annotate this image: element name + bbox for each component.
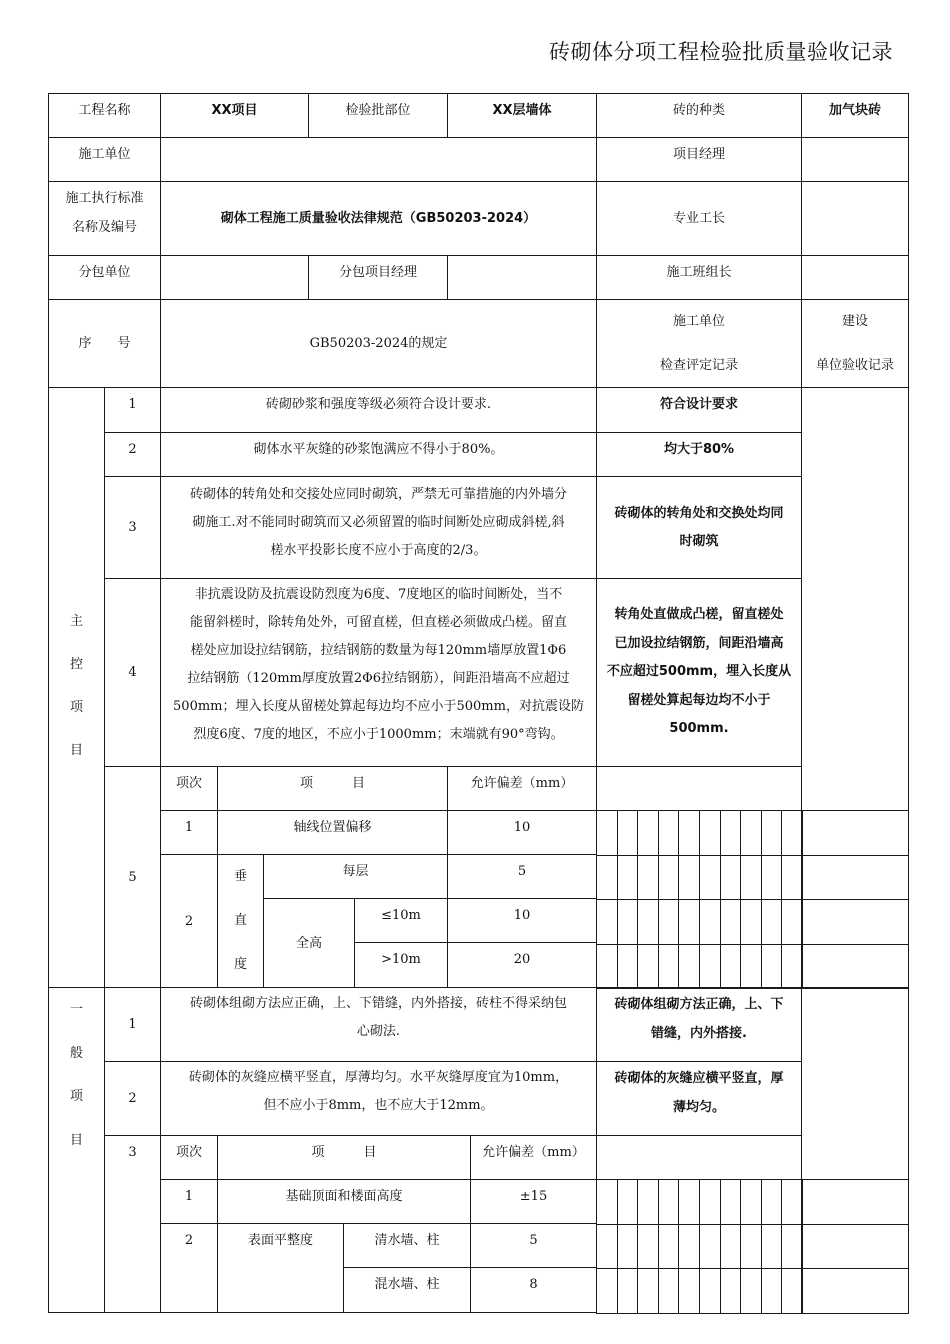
spec-line: 槎水平投影长度不应小于高度的2/3。 [270, 543, 487, 558]
record-line: 砖砌体组砌方法正确，上、下 [614, 997, 784, 1012]
measurement-cell [720, 1179, 742, 1225]
measurement-cell [678, 1224, 700, 1270]
construction-unit-value [160, 137, 597, 182]
measurement-cell [699, 899, 721, 945]
spec-line: 砖砌体组砌方法应正确，上、下错缝，内外搭接，砖柱不得采纳包 [189, 996, 567, 1011]
gtol-clear-wall-allow: 5 [470, 1223, 597, 1268]
measurement-cell [617, 810, 639, 856]
record-line: 砖砌体的灰缝应横平竖直，厚 [614, 1071, 784, 1086]
measurement-cell [761, 944, 783, 990]
foreman-value [801, 181, 909, 256]
measurement-cell [761, 899, 783, 945]
measurement-cell [720, 1268, 742, 1314]
measurement-cell [637, 1268, 659, 1314]
measurement-cell [658, 1179, 680, 1225]
measurement-cell [637, 855, 659, 901]
sub-pm-label: 分包项目经理 [308, 255, 448, 300]
general-item-no: 2 [104, 1061, 161, 1136]
measurement-cell [699, 855, 721, 901]
spec-label: GB50203-2024的规定 [160, 299, 597, 388]
measurement-cell [617, 855, 639, 901]
measurement-cell [740, 1268, 762, 1314]
project-manager-value [801, 137, 909, 182]
record-line: 留槎处算起每边均不小于 [627, 692, 771, 708]
spec-line: 砖砌体的转角处和交接处应同时砌筑，严禁无可靠措施的内外墙分 [189, 487, 567, 502]
measurement-cell [740, 855, 762, 901]
measurement-cell [761, 1179, 783, 1225]
main-item-record: 符合设计要求 [596, 387, 802, 433]
spec-line: 但不应小于8mm，也不应大于12mm。 [263, 1098, 494, 1113]
measurement-cell [699, 1179, 721, 1225]
measurement-cell [617, 944, 639, 990]
main-accept-cell [801, 387, 909, 811]
measurement-cell [596, 944, 618, 990]
measurement-cell [658, 899, 680, 945]
measurement-cell [781, 1224, 803, 1270]
record-line: 已加设拉结钢筋，间距沿墙高 [614, 635, 784, 651]
measurement-cell [658, 944, 680, 990]
main-section-char: 控 [69, 657, 83, 672]
measurement-cell [720, 810, 742, 856]
measurement-cell [637, 810, 659, 856]
general-item-spec [160, 1061, 597, 1136]
spec-line: 拉结钢筋（120mm厚度放置2Φ6拉结钢筋），间距沿墙高不应超过 [187, 671, 570, 686]
measurement-cell [658, 855, 680, 901]
measurement-cell [740, 899, 762, 945]
measurement-cell [678, 810, 700, 856]
standard-label-line-2: 名称及编号 [71, 220, 137, 235]
accept-label-line-2: 单位验收记录 [815, 358, 894, 373]
measurement-cell [740, 1224, 762, 1270]
measurement-cell [781, 1179, 803, 1225]
main-item-no: 5 [104, 766, 161, 988]
measurement-cell [720, 944, 742, 990]
accept-label-line-1: 建设 [841, 314, 868, 329]
measurement-cell [637, 899, 659, 945]
measurement-cell [637, 1224, 659, 1270]
measurement-cell [699, 1224, 721, 1270]
gtol-row-allow: ±15 [470, 1179, 597, 1224]
standard-label-line-1: 施工执行标准 [65, 191, 144, 206]
main-item-no: 2 [104, 432, 161, 477]
subcontractor-label: 分包单位 [48, 255, 161, 300]
page-title: 砖砌体分项工程检验批质量验收记录 [549, 40, 893, 64]
measurement-accept-cell [801, 855, 909, 901]
tol-row-item: 轴线位置偏移 [217, 810, 448, 855]
main-item-no: 1 [104, 387, 161, 433]
verticality-char: 垂 [233, 869, 247, 884]
spec-line: 烈度6度、7度的地区，不应小于1000mm；末端就有90°弯钩。 [193, 727, 564, 742]
accept-record-label [801, 299, 909, 388]
main-item-spec [160, 476, 597, 579]
record-line: 错缝，内外搭接. [651, 1026, 747, 1041]
measurement-cell [678, 899, 700, 945]
main-item-record [596, 578, 802, 767]
gtol-header-blank [596, 1135, 802, 1180]
general-item-record [596, 1061, 802, 1136]
tol-col-allow: 允许偏差（mm） [447, 766, 597, 811]
foreman-label: 专业工长 [596, 181, 802, 256]
measurement-cell [637, 1179, 659, 1225]
subcontractor-value [160, 255, 309, 300]
inspection-part-label: 检验批部位 [308, 93, 448, 138]
project-name-label: 工程名称 [48, 93, 161, 138]
gtol-mixed-wall-allow: 8 [470, 1267, 597, 1313]
main-item-record: 均大于80% [596, 432, 802, 477]
measurement-cell [596, 855, 618, 901]
tol-row-seq: 1 [160, 810, 218, 855]
measurement-cell [678, 1268, 700, 1314]
spec-line: 砖砌体的灰缝应横平竖直，厚薄均匀。水平灰缝厚度宜为10mm， [188, 1070, 569, 1085]
tol-verticality-group [217, 854, 264, 988]
measurement-cell [658, 1224, 680, 1270]
main-section-char: 目 [69, 743, 83, 758]
measurement-cell [678, 855, 700, 901]
general-accept-cell [801, 987, 909, 1180]
measurement-cell [678, 1179, 700, 1225]
sub-pm-value [447, 255, 597, 300]
spec-line: 心砌法. [356, 1024, 401, 1039]
tol-gt10: >10m [354, 942, 448, 988]
main-item-no: 3 [104, 476, 161, 579]
verticality-char: 度 [233, 957, 247, 972]
general-item-record [596, 987, 802, 1062]
measurement-cell [699, 810, 721, 856]
measurement-cell [617, 899, 639, 945]
spec-line: 槎处应加设拉结钢筋，拉结钢筋的数量为每120mm墙厚放置1Φ6 [190, 643, 567, 658]
tol-col-item: 项 目 [217, 766, 448, 811]
measurement-cell [699, 944, 721, 990]
measurement-accept-cell [801, 1179, 909, 1225]
gtol-row-item: 基础顶面和楼面高度 [217, 1179, 471, 1224]
record-line: 薄均匀。 [672, 1100, 725, 1115]
spec-line: 砌施工.对不能同时砌筑而又必须留置的临时间断处应砌成斜槎,斜 [192, 515, 565, 530]
record-line: 时砌筑 [679, 533, 719, 549]
record-line: 砖砌体的转角处和交换处均同 [614, 505, 784, 521]
main-section-char: 项 [69, 700, 83, 715]
main-items-section [48, 387, 105, 988]
record-line: 不应超过500mm，埋入长度从 [606, 664, 792, 680]
measurement-cell [596, 1268, 618, 1314]
main-item-spec [160, 578, 597, 767]
general-section-char: 目 [69, 1132, 83, 1148]
tol-gt10-allow: 20 [447, 942, 597, 988]
standard-label [48, 181, 161, 256]
standard-value: 砌体工程施工质量验收法律规范（GB50203-2024） [160, 181, 597, 256]
main-item-spec: 砌体水平灰缝的砂浆饱满应不得小于80%。 [160, 432, 597, 477]
measurement-cell [761, 810, 783, 856]
measurement-cell [658, 810, 680, 856]
gtol-row-seq: 2 [160, 1223, 218, 1313]
measurement-cell [637, 944, 659, 990]
measurement-cell [678, 944, 700, 990]
general-section-char: 项 [69, 1089, 83, 1104]
spec-line: 非抗震设防及抗震设防烈度为6度、7度地区的临时间断处，当不 [194, 587, 563, 602]
measurement-cell [658, 1268, 680, 1314]
tol-le10-allow: 10 [447, 898, 597, 943]
gtol-col-item: 项 目 [217, 1135, 471, 1180]
measurement-accept-cell [801, 810, 909, 856]
measurement-cell [740, 1179, 762, 1225]
check-record-label [596, 299, 802, 388]
measurement-cell [740, 810, 762, 856]
general-items-section [48, 987, 105, 1313]
gtol-mixed-wall: 混水墙、柱 [343, 1267, 471, 1313]
measurement-cell [740, 944, 762, 990]
project-name-value: XX项目 [160, 93, 309, 138]
verticality-char: 直 [233, 913, 247, 928]
team-leader-label: 施工班组长 [596, 255, 802, 300]
main-item-record [596, 476, 802, 579]
general-item-no: 3 [104, 1135, 161, 1313]
general-section-char: 般 [69, 1045, 83, 1061]
measurement-cell [617, 1224, 639, 1270]
measurement-cell [617, 1268, 639, 1314]
measurement-cell [699, 1268, 721, 1314]
general-item-no: 1 [104, 987, 161, 1062]
measurement-cell [596, 1179, 618, 1225]
gtol-col-allow: 允许偏差（mm） [470, 1135, 597, 1180]
measurement-accept-cell [801, 944, 909, 990]
record-line: 500mm. [669, 721, 729, 737]
measurement-cell [596, 899, 618, 945]
main-item-no: 4 [104, 578, 161, 767]
measurement-accept-cell [801, 1268, 909, 1314]
tol-col-seq: 项次 [160, 766, 218, 811]
measurement-cell [781, 855, 803, 901]
measurement-cell [720, 855, 742, 901]
gtol-col-seq: 项次 [160, 1135, 218, 1180]
measurement-cell [761, 1268, 783, 1314]
measurement-cell [761, 1224, 783, 1270]
measurement-accept-cell [801, 899, 909, 945]
measurement-cell [720, 1224, 742, 1270]
spec-line: 500mm；埋入长度从留槎处算起每边均不应小于500mm，对抗震设防 [173, 699, 584, 714]
measurement-cell [720, 899, 742, 945]
gtol-row-seq: 1 [160, 1179, 218, 1224]
inspection-part-value: XX层墙体 [447, 93, 597, 138]
measurement-cell [781, 810, 803, 856]
brick-type-value: 加气块砖 [801, 93, 909, 138]
project-manager-label: 项目经理 [596, 137, 802, 182]
measurement-accept-cell [801, 1224, 909, 1270]
measurement-cell [781, 899, 803, 945]
team-leader-value [801, 255, 909, 300]
main-item-spec: 砖砌砂浆和强度等级必须符合设计要求. [160, 387, 597, 433]
general-item-spec [160, 987, 597, 1062]
measurement-cell [596, 1224, 618, 1270]
measurement-cell [596, 810, 618, 856]
brick-type-label: 砖的种类 [596, 93, 802, 138]
record-line: 转角处直做成凸槎，留直槎处 [614, 607, 784, 623]
tol-le10: ≤10m [354, 898, 448, 943]
measurement-cell [781, 944, 803, 990]
gtol-flatness: 表面平整度 [217, 1223, 344, 1313]
gtol-clear-wall: 清水墙、柱 [343, 1223, 471, 1268]
tol-full-height: 全高 [263, 898, 355, 988]
main-section-char: 主 [69, 614, 83, 629]
measurement-cell [617, 1179, 639, 1225]
construction-unit-label: 施工单位 [48, 137, 161, 182]
measurement-cell [781, 1268, 803, 1314]
spec-line: 能留斜槎时，除转角处外，可留直槎，但直槎必须做成凸槎。留直 [189, 615, 567, 630]
seq-label: 序 号 [48, 299, 161, 388]
general-section-char: 一 [69, 1002, 83, 1017]
measurement-cell [761, 855, 783, 901]
check-label-line-2: 检查评定记录 [659, 358, 738, 373]
tol-each-floor: 每层 [263, 854, 448, 899]
tol-row-seq: 2 [160, 854, 218, 988]
tol-header-blank [596, 766, 802, 811]
check-label-line-1: 施工单位 [672, 314, 725, 329]
tol-row-allow: 10 [447, 810, 597, 855]
tol-each-floor-allow: 5 [447, 854, 597, 899]
